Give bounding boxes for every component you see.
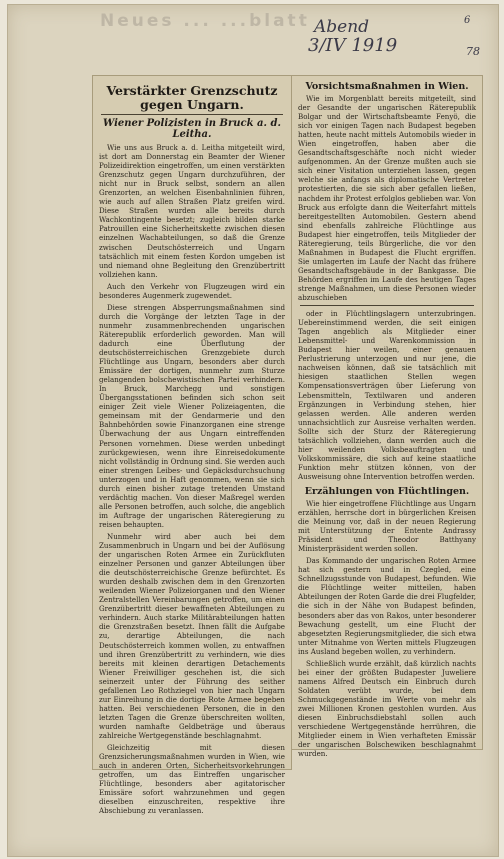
section-heading-vienna: Vorsichtsmaßnahmen in Wien. [305,81,469,92]
paragraph: Gleichzeitig mit diesen Grenzsicherungsmaßnahmen wurden in Wien, wie auch in anderen Orten, Sicherheitsvorkehrungen getroffen, um das Eintreffen ungarischer Flüchtlinge, besonders aber agitatorischer Emissäre sofort wahrzunehmen und gegen dieselben einzuschreiten, respektive ihre Abschiebung zu veranlassen. [99,743,285,816]
paragraph: Schließlich wurde erzählt, daß kürzlich nachts bei einer der größten Budapester Juweliere namens Alfred Deutsch ein Einbruch durch Soldaten verübt wurde, bei dem Schmuckgegenstände im Werte von mehr als zwei Millionen Kronen gestohlen wurden. Aus diesen Einbruchsdiebstahl sollen auch verschiedene Wertgegenstände herrühren, die Mitglieder einem in Wien verhafteten Emissär der ungarischen Bolschewiken beschlagnahmt wurden. [298,658,476,759]
handwritten-corner-number-bottom: 78 [466,45,480,58]
paragraph: Auch den Verkehr von Flugzeugen wird ein besonderes Augenmerk zugewendet. [99,281,285,300]
paragraph: Nunmehr wird aber auch bei dem Zusammenbruch in Ungarn und bei der Auflösung der ungarischen Roten Armee ein Zurückfluten einzelner Personen und ganzer Abteilungen über die deutschösterreichische Grenze befürchtet. Es wurden deshalb zwischen dem in den Grenzorten weilenden Wiener Polizeiorganen und den Wiener Zentralstellen Vereinbarungen getroffen, um einen Grenzübertritt dieser bewaffneten Abteilungen zu verhindern. Auch starke Militärabteilungen hatten die Grenzstraßen besetzt. Ihnen fällt die Aufgabe zu, derartige Abteilungen, die nach Deutschösterreich kommen wollen, zu entwaffnen und ihren Grenzübertritt zu verhindern, wie dies bereits mit kleinen derartigen Detachements Wiener Freiwilliger geschehen ist, die sich seinerzeit unter der Führung des seither gefallenen Leo Rothziegel von hier nach Ungarn zur Einreihung in die dortige Rote Armee begeben hatten. Bei verschiedenen Personen, die in den letzten Tagen die Grenze überschreiten wollten, wurden namhafte Geldbeträge und überaus zahlreiche Wertgegenstände beschlagnahmt. [99,531,285,740]
section-heading-refugees: Erzählungen von Flüchtlingen. [304,485,470,497]
paragraph: Diese strengen Absperrungsmaßnahmen sind durch die Vorgänge der letzten Tage in der nunmehr zusammenbrechenden ungarischen Räterepublik erforderlich geworden. Man will dadurch eine Überflutung der deutschösterreichischen Grenzgebiete durch Flüchtlinge aus Ungarn, besonders aber durch Emissäre der dortigen, nunmehr zum Sturze gelangenden bolschewistischen Partei verhindern. In Bruck, Marchegg und sonstigen Übergangsstationen befinden sich schon seit einiger Zeit viele Wiener Polizeiagenten, die gemeinsam mit der Gendarmerie und den Bahnbehörden sowie Finanzorganen eine strenge Überwachung der aus Ungarn eintreffenden Personen vornehmen. Diese werden unbedingt zurückgewiesen, wenn ihre Einreisedokumente nicht vollständig in Ordnung sind. Sie werden auch einer strengen Leibes- und Gepäcksdurchsuchung unterzogen und in Haft genommen, wenn sie sich durch einen bisher zutage tretenden Umstand verdächtig machen. Von dieser Maßregel werden alle Personen betroffen, auch solche, die angeblich im Auftrage der ungarischen Räteregierung zu reisen behaupten. [99,302,285,529]
article-headline: Verstärkter Grenzschutz gegen Ungarn. [106,83,278,112]
paragraph: oder in Flüchtlingslagern unterzubringen. Uebereinstimmend werden, die seit einigen Tagen angeblich als Mitglieder einer Lebensmittel- und Warenkommission in Budapest hier weilen, einer genauen Perlustrierung unterzogen und nur jene, die nachweisen können, daß sie tatsächlich mit hiesigen staatlichen Stellen wegen Kompensationsverträgen über Lieferung von Lebensmitteln, Textilwaren und anderen Ergänzungen in Verbindung stehen, hier gelassen werden. Alle anderen werden unnachsichtlich zur Ausreise verhalten werden. Sollte sich der Sturz der Räteregierung tatsächlich vollziehen, dann werden auch die hier weilenden Volksbeauftragten und Volkskommissäre, die sich auf keine staatliche Funktion mehr stützen können, von der Ausweisung ohne Intervention betroffen werden. [298,309,476,481]
paragraph: Wie im Morgenblatt bereits mitgeteilt, sind der Gesandte der ungarischen Räterepublik Bolgar und der Wirtschaftsbeamte Fenyö, die sich vor einigen Tagen nach Budapest begeben hatten, heute nacht mittels Automobils wieder in Wien eingetroffen, haben aber die Gesandtschaftsgeschäfte noch nicht wieder aufgenommen. An der Grenze mußten auch sie sich einer Visitation unterziehen lassen, gegen welche sie anfangs als diplomatische Vertreter protestierten, die sie sich aber gefallen ließen, nachdem ihr Protest erfolglos geblieben war. Von Bruck aus erfolgte dann die Weiterfahrt mittels bereitgestellten Automobilen. Gestern abend sind ebenfalls zahlreiche Flüchtlinge aus Budapest hier eingetroffen, teils Mitglieder der Räteregierung, teils Bürgerliche, die vor den Maßnahmen in Budapest die Flucht ergriffen. Sie umlagerten im Laufe der Nacht das frühere Gesandtschaftsgebäude in der Bankgasse. Die Behörden ergriffen im Laufe des heutigen Tages strenge Maßnahmen, um diese Personen wieder abzuschieben [298,94,476,303]
clipping-left-column [92,75,292,816]
headline-rule [101,114,283,115]
newspaper-masthead: Neues ... ...blatt [100,11,310,31]
paragraph: Das Kommando der ungarischen Roten Armee hat sich gestern und in Czegled, eine Schnellzugsstunde von Budapest, befunden. Wie die Flüchtlinge weiter mitteilen, haben Abteilungen der Roten Garde die drei Flugfelder, die sich in der Nähe von Budapest befinden, besonders aber das von Rakos, unter besonderer Bewachung gestellt, um eine Flucht der abgesetzten Regierungsmitglieder, die sich etwa unter Mitnahme von Werten mittels Flugzeugen ins Ausland begeben wollen, zu verhindern. [298,556,476,656]
clipping-right-column [291,75,483,759]
paragraph: Wie hier eingetroffene Flüchtlinge aus Ungarn erzählen, herrsche dort in bürgerlichen Kreisen die Meinung vor, daß in der neuen Regierung mit Unterstützung der Entente Andrassy Präsident und Theodor Batthyany Ministerpräsident werden sollen. [298,498,476,554]
column-break-rule [300,305,474,306]
handwritten-paper-note: Abend [314,17,370,37]
archive-sheet [7,4,499,857]
article-subheadline: Wiener Polizisten in Bruck a. d. Leitha. [103,118,281,140]
paragraph: Wie uns aus Bruck a. d. Leitha mitgeteilt wird, ist dort am Donnerstag ein Beamter der Wiener Polizeidirektion eingetroffen, um einen verstärkten Grenzschutz gegen Ungarn durchzuführen, der nicht nur in Bruck selbst, sondern an allen Grenzorten, an welchen Eisenbahnlinien führen, wie auch auf allen Straßen Platz greifen wird. Diese Straßen wurden alle bereits durch Wachkontingente besetzt; zugleich bilden starke Patrouillen eine Sicherheitskette zwischen diesen einzelnen Wachabteilungen, so daß die Grenze zwischen Deutschösterreich und Ungarn tatsächlich mit einem festen Kordon umgeben ist und niemand ohne Begleitung den Grenzübertritt vollziehen kann. [99,143,285,279]
handwritten-corner-number-top: 6 [464,15,471,26]
handwritten-date: 3/IV 1919 [308,35,398,56]
